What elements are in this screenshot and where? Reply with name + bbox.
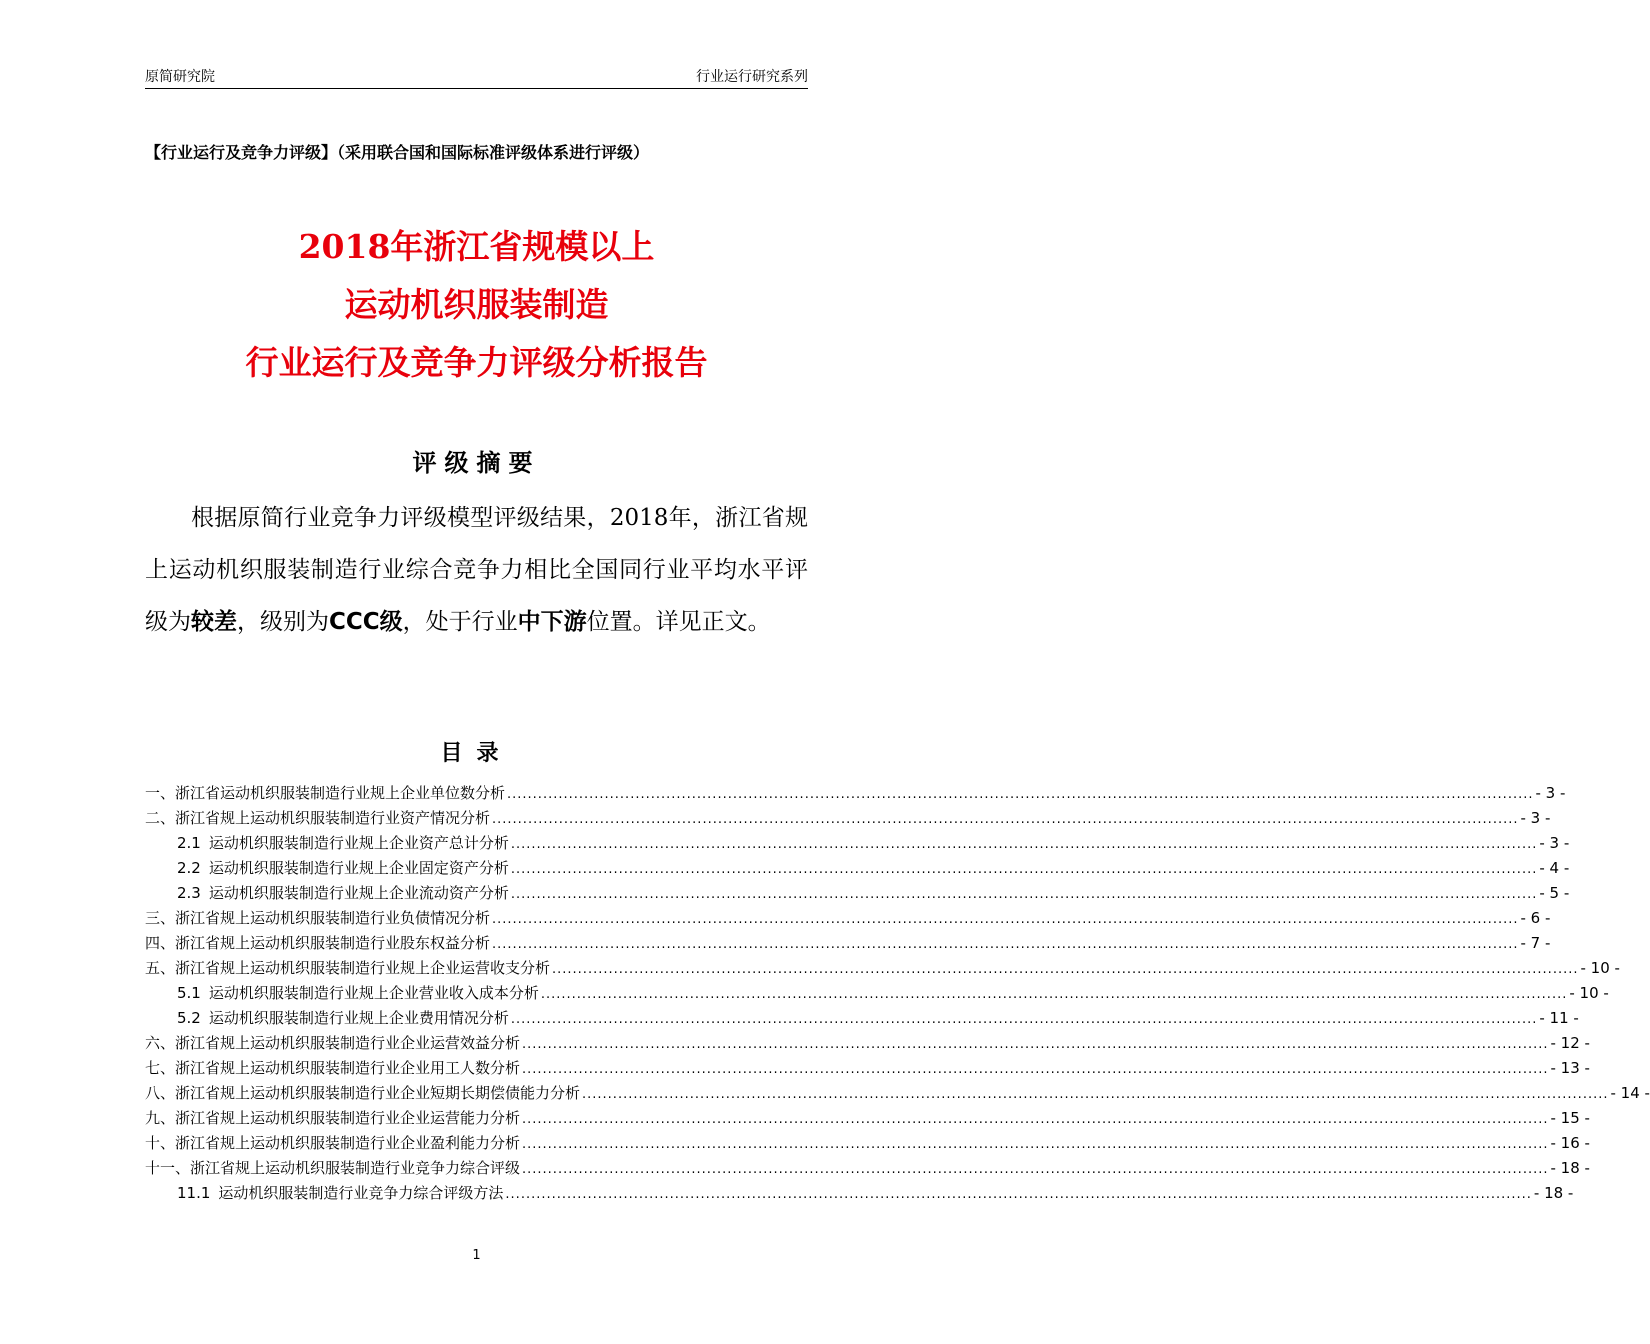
title-line-2: 运动机织服装制造 [344, 285, 609, 324]
toc-entry-number: 11.1 [177, 1184, 211, 1202]
summary-heading: 评级摘要 [412, 449, 541, 477]
toc-leader-dots: ........................................................................................................................................................................................................ [492, 812, 1519, 827]
toc-entry[interactable] [145, 1082, 1650, 1107]
toc-entry[interactable] [145, 982, 1609, 1007]
toc-entry-page: - 13 - [1550, 1059, 1590, 1077]
toc-entry-title: 运动机织服装制造行业规上企业营业收入成本分析 [208, 984, 539, 1002]
toc-entry-number: 5.1 [177, 984, 201, 1002]
toc-entry[interactable] [145, 1107, 1590, 1132]
toc-entry-title: 五、浙江省规上运动机织服装制造行业规上企业运营收支分析 [145, 959, 551, 977]
toc-entry-page: - 16 - [1550, 1134, 1590, 1152]
toc-leader-dots: ........................................................................................................................................................................................................ [510, 862, 1538, 877]
toc-entry-number: 2.3 [177, 884, 201, 902]
toc-entry[interactable] [145, 1132, 1590, 1157]
toc-entry-page: - 3 - [1535, 784, 1566, 802]
toc-entry-title: 一、浙江省运动机织服装制造行业规上企业单位数分析 [145, 784, 506, 802]
toc-entry-title: 运动机织服装制造行业规上企业费用情况分析 [208, 1009, 509, 1027]
toc-leader-dots: ........................................................................................................................................................................................................ [522, 1162, 1549, 1177]
toc-entry-title: 运动机织服装制造行业规上企业资产总计分析 [208, 834, 509, 852]
toc-entry[interactable] [145, 1182, 1574, 1207]
toc-entry-title: 运动机织服装制造行业规上企业固定资产分析 [208, 859, 509, 877]
toc-leader-dots: ........................................................................................................................................................................................................ [522, 1062, 1549, 1077]
toc-entry[interactable] [145, 832, 1570, 857]
header-series: 行业运行研究系列 [696, 69, 808, 85]
toc-entry-page: - 10 - [1569, 984, 1609, 1002]
toc-entry-title: 九、浙江省规上运动机织服装制造行业企业运营能力分析 [145, 1109, 521, 1127]
toc-entry-number: 2.2 [177, 859, 201, 877]
toc-entry[interactable] [145, 1007, 1579, 1032]
toc-entry-title: 运动机织服装制造行业规上企业流动资产分析 [208, 884, 509, 902]
toc-entry[interactable] [145, 857, 1570, 882]
toc-entry[interactable] [145, 1157, 1590, 1182]
summary-rating: 较差 [191, 609, 237, 635]
toc-entry-title: 二、浙江省规上运动机织服装制造行业资产情况分析 [145, 809, 491, 827]
toc-leader-dots: ........................................................................................................................................................................................................ [510, 837, 1538, 852]
title-line-1: 2018年浙江省规模以上 [298, 227, 655, 266]
table-of-contents [145, 782, 1650, 1207]
toc-entry-page: - 4 - [1539, 859, 1570, 877]
toc-entry-title: 六、浙江省规上运动机织服装制造行业企业运营效益分析 [145, 1034, 521, 1052]
toc-heading: 目录 [440, 741, 513, 766]
summary-grade: CCC级 [329, 609, 403, 635]
toc-entry[interactable] [145, 907, 1551, 932]
toc-entry-title: 八、浙江省规上运动机织服装制造行业企业短期长期偿债能力分析 [145, 1084, 581, 1102]
toc-leader-dots: ........................................................................................................................................................................................................ [492, 937, 1519, 952]
report-title [145, 218, 808, 392]
toc-entry-number: 2.1 [177, 834, 201, 852]
toc-entry-title: 十、浙江省规上运动机织服装制造行业企业盈利能力分析 [145, 1134, 521, 1152]
toc-entry-page: - 6 - [1520, 909, 1551, 927]
toc-entry-title: 十一、浙江省规上运动机织服装制造行业竞争力综合评级 [145, 1159, 521, 1177]
rating-tagline: 【行业运行及竞争力评级】（采用联合国和国际标准评级体系进行评级） [145, 143, 650, 162]
title-line-3: 行业运行及竞争力评级分析报告 [245, 343, 708, 382]
toc-leader-dots: ........................................................................................................................................................................................................ [582, 1087, 1609, 1102]
toc-entry-page: - 15 - [1550, 1109, 1590, 1127]
toc-entry-page: - 11 - [1539, 1009, 1579, 1027]
toc-entry-title: 运动机织服装制造行业竞争力综合评级方法 [218, 1184, 504, 1202]
toc-entry[interactable] [145, 1032, 1590, 1057]
toc-leader-dots: ........................................................................................................................................................................................................ [522, 1112, 1549, 1127]
toc-entry-page: - 18 - [1550, 1159, 1590, 1177]
toc-leader-dots: ........................................................................................................................................................................................................ [492, 912, 1519, 927]
toc-entry-page: - 7 - [1520, 934, 1551, 952]
toc-entry[interactable] [145, 932, 1551, 957]
toc-entry-title: 七、浙江省规上运动机织服装制造行业企业用工人数分析 [145, 1059, 521, 1077]
summary-position: 中下游 [517, 609, 587, 635]
toc-entry-page: - 5 - [1539, 884, 1570, 902]
toc-leader-dots: ........................................................................................................................................................................................................ [505, 1187, 1532, 1202]
toc-entry-number: 5.2 [177, 1009, 201, 1027]
toc-entry-page: - 14 - [1610, 1084, 1650, 1102]
summary-text-4: 位置。详见正文。 [586, 609, 771, 635]
summary-text-3: ，处于行业 [402, 609, 518, 635]
toc-leader-dots: ........................................................................................................................................................................................................ [540, 987, 1568, 1002]
page-number: 1 [472, 1248, 481, 1263]
toc-leader-dots: ........................................................................................................................................................................................................ [507, 787, 1534, 802]
summary-text-1: 根据原简行业竞争力评级模型评级结果，2018年，浙江省规上运动机织服装制造行业综合竞争力相比全国同行业平均水平评级为 [145, 505, 808, 635]
toc-entry[interactable] [145, 957, 1620, 982]
toc-entry-title: 三、浙江省规上运动机织服装制造行业负债情况分析 [145, 909, 491, 927]
toc-entry[interactable] [145, 807, 1551, 832]
toc-leader-dots: ........................................................................................................................................................................................................ [552, 962, 1579, 977]
toc-leader-dots: ........................................................................................................................................................................................................ [522, 1037, 1549, 1052]
toc-leader-dots: ........................................................................................................................................................................................................ [522, 1137, 1549, 1152]
summary-paragraph [145, 492, 808, 648]
toc-entry[interactable] [145, 782, 1566, 807]
toc-leader-dots: ........................................................................................................................................................................................................ [510, 887, 1538, 902]
toc-entry-page: - 10 - [1580, 959, 1620, 977]
toc-leader-dots: ........................................................................................................................................................................................................ [510, 1012, 1538, 1027]
header-org: 原简研究院 [145, 69, 215, 85]
toc-entry-page: - 12 - [1550, 1034, 1590, 1052]
page-header [145, 66, 808, 89]
toc-entry-page: - 3 - [1520, 809, 1551, 827]
toc-entry-title: 四、浙江省规上运动机织服装制造行业股东权益分析 [145, 934, 491, 952]
toc-entry-page: - 18 - [1533, 1184, 1574, 1202]
toc-entry-page: - 3 - [1539, 834, 1570, 852]
toc-entry[interactable] [145, 882, 1570, 907]
toc-entry[interactable] [145, 1057, 1590, 1082]
summary-text-2: ，级别为 [237, 609, 329, 635]
